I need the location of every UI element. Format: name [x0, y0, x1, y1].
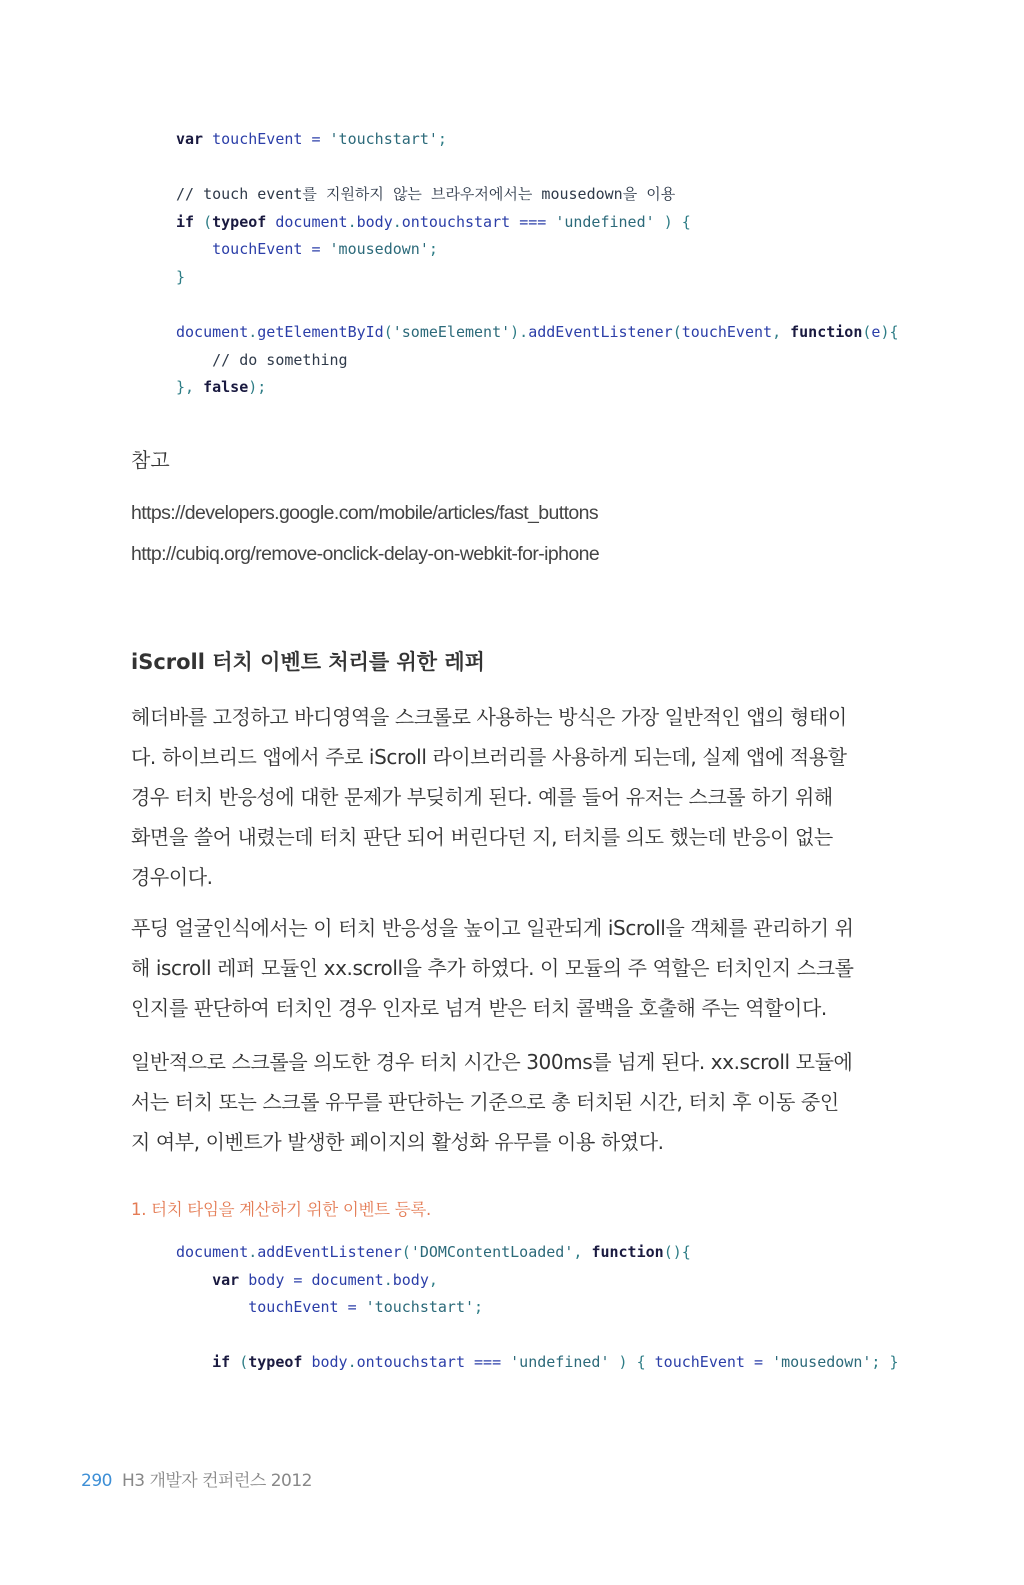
reference-link[interactable]: https://developers.google.com/mobile/articles/fast_buttons [131, 502, 599, 524]
code-block-touch-event [176, 126, 899, 402]
code-line: if (typeof body.ontouchstart === 'undefined' ) { touchEvent = 'mousedown'; } [212, 1353, 899, 1372]
paragraph [131, 908, 871, 1028]
paragraph-line: 다. 하이브리드 앱에서 주로 iScroll 라이브러리를 사용하게 되는데, 실제 앱에 적용할 [131, 745, 847, 769]
step-title: 1. 터치 타임을 계산하기 위한 이벤트 등록. [131, 1200, 431, 1219]
book-title: H3 개발자 컨퍼런스 2012 [121, 1471, 312, 1491]
code-line [176, 154, 899, 182]
paragraph-line: 해 iscroll 레퍼 모듈인 xx.scroll을 추가 하였다. 이 모듈의 주 역할은 터치인지 스크롤 [131, 956, 854, 980]
paragraph-line: 지 여부, 이벤트가 발생한 페이지의 활성화 유무를 이용 하였다. [131, 1130, 664, 1154]
section-title: iScroll 터치 이벤트 처리를 위한 레퍼 [131, 650, 485, 674]
code-line: document.getElementById('someElement').addEventListener(touchEvent, function(e){ [176, 323, 899, 342]
paragraph [131, 697, 871, 897]
paragraph-line: 경우 터치 반응성에 대한 문제가 부딪히게 된다. 예를 들어 유저는 스크롤 하기 위해 [131, 785, 833, 809]
paragraph-line: 헤더바를 고정하고 바디영역을 스크롤로 사용하는 방식은 가장 일반적인 앱의 형태이 [131, 705, 847, 729]
page-number: 290 [81, 1471, 112, 1491]
reference-heading: 참고 [131, 448, 170, 472]
paragraph-line: 화면을 쓸어 내렸는데 터치 판단 되어 버린다던 지, 터치를 의도 했는데 반응이 없는 [131, 825, 833, 849]
paragraph-line: 일반적으로 스크롤을 의도한 경우 터치 시간은 300ms를 넘게 된다. xx.scroll 모듈에 [131, 1050, 853, 1074]
code-comment: // touch event를 지원하지 않는 브라우저에서는 mousedown을 이용 [176, 185, 676, 204]
code-line [176, 292, 899, 320]
page-footer [81, 1466, 312, 1491]
paragraph-line: 푸딩 얼굴인식에서는 이 터치 반응성을 높이고 일관되게 iScroll을 객체를 관리하기 위 [131, 916, 854, 940]
paragraph-line: 인지를 판단하여 터치인 경우 인자로 넘겨 받은 터치 콜백을 호출해 주는 역할이다. [131, 996, 827, 1020]
reference-link[interactable]: http://cubiq.org/remove-onclick-delay-on-webkit-for-iphone [131, 543, 600, 565]
paragraph-line: 경우이다. [131, 865, 213, 889]
code-line: }, false); [176, 378, 267, 397]
code-line: } [176, 267, 186, 286]
paragraph-line: 서는 터치 또는 스크롤 유무를 판단하는 기준으로 총 터치된 시간, 터치 후 이동 중인 [131, 1090, 839, 1114]
code-line: touchEvent = 'mousedown'; [212, 240, 438, 259]
code-comment: // do something [176, 350, 348, 369]
code-line: var touchEvent = 'touchstart'; [176, 130, 447, 148]
code-line [176, 1322, 899, 1350]
paragraph [131, 1042, 871, 1162]
code-line: document.addEventListener('DOMContentLoaded', function(){ [176, 1243, 691, 1261]
code-line: var body = document.body, [212, 1270, 438, 1289]
code-line: if (typeof document.body.ontouchstart === 'undefined' ) { [176, 212, 691, 231]
code-block-dom-loaded [176, 1239, 899, 1377]
code-line: touchEvent = 'touchstart'; [248, 1298, 484, 1317]
